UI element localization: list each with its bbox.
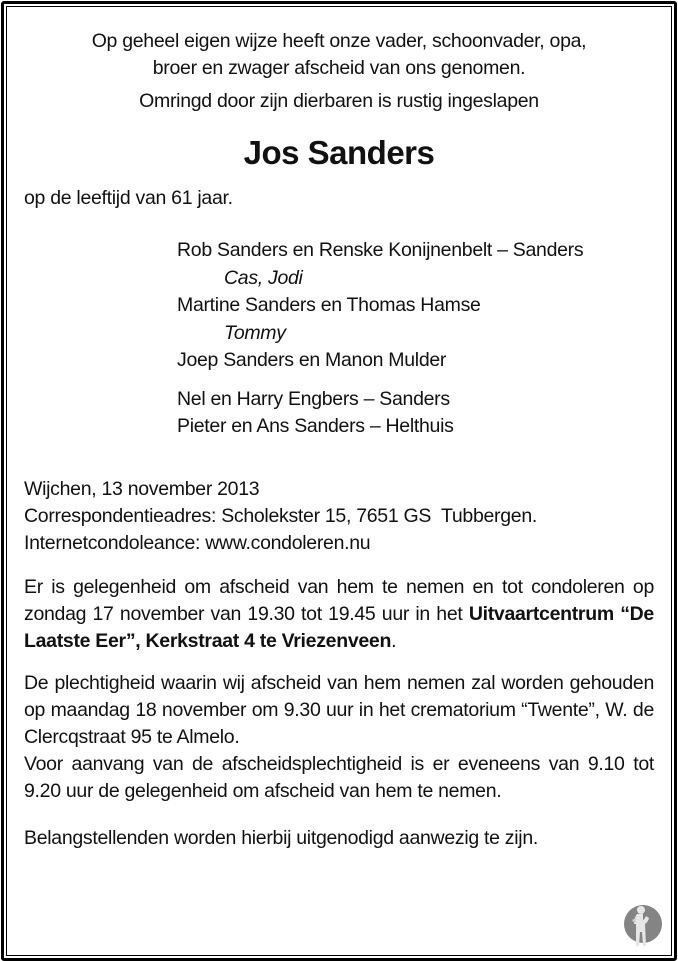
deceased-name: Jos Sanders	[243, 134, 435, 171]
ceremony-section	[24, 670, 654, 805]
obituary-notice	[24, 28, 654, 852]
pre-ceremony-paragraph: Voor aanvang van de afscheidsplechtigheid is er eveneens van 9.10 tot 9.20 uur de gelegenheid om afscheid van hem te nemen.	[24, 752, 654, 802]
intro-line-2: broer en zwager afscheid van ons genomen.	[152, 57, 526, 79]
sibling-names: Nel en Harry Engbers – Sanders	[177, 387, 450, 410]
memorial-figure-icon	[620, 902, 666, 948]
place-and-address	[24, 476, 654, 557]
grandchildren-names: Cas, Jodi	[224, 266, 303, 289]
family-member-names: Rob Sanders en Renske Konijnenbelt – Sanders	[177, 239, 584, 261]
spacer	[177, 375, 654, 386]
family-member-names: Martine Sanders en Thomas Hamse	[177, 294, 481, 316]
visitation-location: Uitvaartcentrum “De Laatste Eer”, Kerkstraat 4 te Vriezenveen	[24, 602, 654, 652]
visitation-paragraph	[24, 574, 654, 655]
intro-section	[24, 28, 654, 115]
age-line: op de leeftijd van 61 jaar.	[24, 187, 233, 209]
correspondence-address: Correspondentieadres: Scholekster 15, 7651 GS Tubbergen.	[24, 504, 537, 527]
visitation-end: .	[391, 629, 397, 652]
visitation-text: Er is gelegenheid om afscheid van hem te nemen en tot condoleren op zondag 17 november van 19.30 tot 19.45 uur in het	[24, 575, 654, 625]
family-list	[177, 237, 654, 441]
intro-line-1: Op geheel eigen wijze heeft onze vader, schoonvader, opa,	[91, 30, 587, 52]
internet-condolence: Internetcondoleance: www.condoleren.nu	[24, 531, 371, 554]
intro-line-3: Omringd door zijn dierbaren is rustig ingeslapen	[139, 90, 539, 112]
closing-line: Belangstellenden worden hierbij uitgenodigd aanwezig te zijn.	[24, 826, 538, 849]
sibling-names: Pieter en Ans Sanders – Helthuis	[177, 415, 454, 437]
ceremony-paragraph: De plechtigheid waarin wij afscheid van hem nemen zal worden gehouden op maandag 18 november om 9.30 uur in het crematorium “Twente”, W. de Clercqstraat 95 te Almelo.	[24, 671, 654, 748]
family-member-names: Joep Sanders en Manon Mulder	[177, 349, 447, 371]
place-date: Wijchen, 13 november 2013	[24, 477, 260, 500]
grandchildren-names: Tommy	[224, 321, 286, 344]
